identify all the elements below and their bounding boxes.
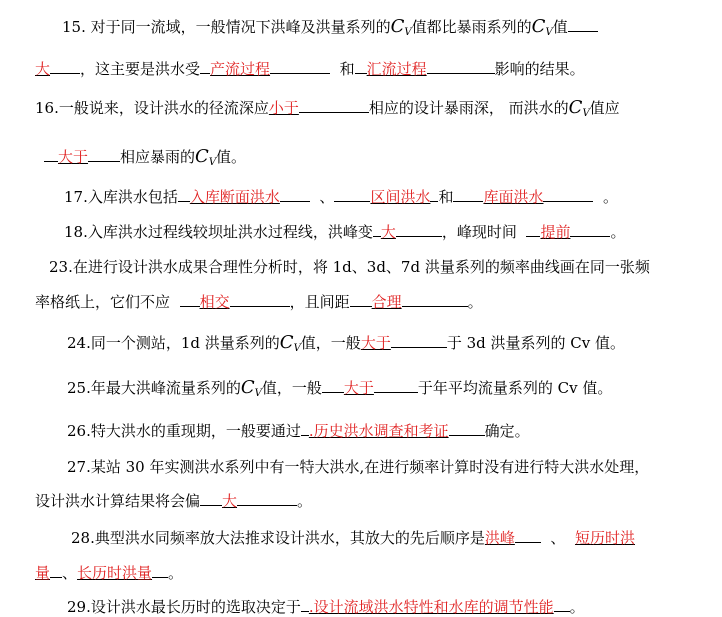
answer-q28-3: 长历时洪量 xyxy=(77,564,153,582)
q23-line-1 xyxy=(49,257,650,277)
answer-q29-1: .设计流域洪水特性和水库的调节性能 xyxy=(308,598,554,616)
blank xyxy=(301,596,309,612)
q16-text-c: 值应 xyxy=(589,99,620,117)
q16-text-d: 相应暴雨的 xyxy=(120,148,196,166)
answer-q28-1: 洪峰 xyxy=(484,529,515,547)
answer-q17-1: 入库断面洪水 xyxy=(189,188,280,206)
cv-symbol: $C_V$ xyxy=(531,16,553,38)
blank xyxy=(44,146,58,162)
blank xyxy=(322,377,344,393)
q15-line-2 xyxy=(35,58,585,79)
q15-text-d: ，这主要是洪水受 xyxy=(80,60,201,78)
q28-text-a: 28.典型洪水同频率放大法推求设计洪水，其放大的先后顺序是 xyxy=(71,529,485,547)
q27-text-b: 设计洪水计算结果将会偏 xyxy=(35,492,201,510)
q18-text-a: 18.入库洪水过程线较坝址洪水过程线，洪峰变 xyxy=(64,223,373,241)
answer-q26-1: .历史洪水调查和考证 xyxy=(308,422,449,440)
q27-text-c: 。 xyxy=(297,492,313,510)
q27-text-a: 27.某站 30 年实测洪水系列中有一特大洪水,在进行频率计算时没有进行特大洪水处理， xyxy=(67,458,650,476)
q23-text-c: ，且间距 xyxy=(289,293,350,311)
blank xyxy=(270,58,330,74)
answer-q17-3: 库面洪水 xyxy=(483,188,544,206)
blank xyxy=(515,527,541,543)
blank xyxy=(152,562,168,578)
answer-q15-3: 汇流过程 xyxy=(366,60,427,78)
answer-q28-2b: 量 xyxy=(35,564,51,582)
answer-q27-1: 大 xyxy=(222,492,238,510)
blank xyxy=(396,221,442,237)
blank xyxy=(299,97,369,113)
blank xyxy=(301,420,309,436)
blank xyxy=(355,58,367,74)
q27-line-2 xyxy=(35,490,312,511)
blank xyxy=(88,146,120,162)
q17-text-a: 17.入库洪水包括 xyxy=(64,188,178,206)
q23-text-a: 23.在进行设计洪水成果合理性分析时，将 1d、3d、7d 洪量系列的频率曲线画在同一张频 xyxy=(49,258,650,276)
q17-text-b: 、 xyxy=(319,188,335,206)
q23-line-2 xyxy=(35,291,483,312)
answer-q16-1: 小于 xyxy=(268,99,299,117)
cv-symbol: $C_V$ xyxy=(568,97,590,119)
blank xyxy=(334,186,370,202)
blank xyxy=(200,58,210,74)
q23-text-b: 率格纸上，它们不应 xyxy=(35,293,171,311)
q29-text-a: 29.设计洪水最长历时的选取决定于 xyxy=(67,598,301,616)
blank xyxy=(526,221,540,237)
blank xyxy=(543,186,593,202)
q28-text-c: 、 xyxy=(62,564,78,582)
q24-text-a: 24.同一个测站，1d 洪量系列的 xyxy=(67,334,280,352)
answer-q25-1: 大于 xyxy=(343,379,374,397)
answer-q23-2: 合理 xyxy=(371,293,402,311)
answer-q18-2: 提前 xyxy=(540,223,571,241)
q28-line-1 xyxy=(71,527,635,548)
q25-text-c: 于年平均流量系列的 Cv 值。 xyxy=(417,379,613,397)
q16-text-b: 相应的设计暴雨深， 而洪水的 xyxy=(368,99,569,117)
cv-symbol: $C_V$ xyxy=(279,332,301,354)
answer-q23-1: 相交 xyxy=(199,293,230,311)
q16-text-a: 16.一般说来，设计洪水的径流深应 xyxy=(35,99,269,117)
q27-line-1 xyxy=(67,457,649,477)
blank xyxy=(449,420,485,436)
q15-text-a: 15. 对于同一流域，一般情况下洪峰及洪量系列的 xyxy=(62,18,391,36)
blank xyxy=(180,291,200,307)
answer-q16-2: 大于 xyxy=(58,148,89,166)
blank xyxy=(554,596,570,612)
q17-text-c: 和 xyxy=(438,188,454,206)
blank xyxy=(237,490,297,506)
q15-text-e: 和 xyxy=(339,60,355,78)
cv-symbol: $C_V$ xyxy=(195,146,217,168)
q26-text-a: 26.特大洪水的重现期，一般要通过 xyxy=(67,422,301,440)
q29-text-b: 。 xyxy=(569,598,585,616)
q18-text-b: ，峰现时间 xyxy=(441,223,517,241)
cv-symbol: $C_V$ xyxy=(390,16,412,38)
q26-line xyxy=(67,420,530,441)
q18-line xyxy=(64,221,625,242)
answer-q15-1: 大 xyxy=(35,60,51,78)
blank xyxy=(453,186,483,202)
q28-text-d: 。 xyxy=(168,564,184,582)
q16-text-e: 值。 xyxy=(216,148,247,166)
blank xyxy=(280,186,310,202)
blank xyxy=(568,16,598,32)
q16-line-1 xyxy=(35,97,620,124)
blank xyxy=(200,490,222,506)
answer-q15-2: 产流过程 xyxy=(210,60,271,78)
q28-line-2 xyxy=(35,562,183,583)
q25-text-a: 25.年最大洪峰流量系列的 xyxy=(67,379,241,397)
q24-line xyxy=(67,332,625,359)
answer-q17-2: 区间洪水 xyxy=(370,188,431,206)
q17-text-d: 。 xyxy=(603,188,619,206)
q17-line xyxy=(64,186,618,207)
q15-line-1 xyxy=(62,16,598,43)
q15-text-b: 值都比暴雨系列的 xyxy=(411,18,532,36)
blank xyxy=(391,332,447,348)
q24-text-c: 于 3d 洪量系列的 Cv 值。 xyxy=(446,334,625,352)
blank xyxy=(350,291,372,307)
q15-text-c: 值 xyxy=(552,18,568,36)
answer-q24-1: 大于 xyxy=(360,334,391,352)
q29-line xyxy=(67,596,585,617)
blank xyxy=(178,186,190,202)
q26-text-b: 确定。 xyxy=(484,422,530,440)
blank xyxy=(402,291,468,307)
blank xyxy=(427,58,495,74)
q28-text-b: 、 xyxy=(550,529,566,547)
q18-text-c: 。 xyxy=(610,223,626,241)
blank xyxy=(50,562,62,578)
answer-q18-1: 大 xyxy=(380,223,396,241)
blank xyxy=(570,221,610,237)
blank xyxy=(50,58,80,74)
answer-q28-2a: 短历时洪 xyxy=(574,529,635,547)
blank xyxy=(374,377,418,393)
q24-text-b: 值，一般 xyxy=(300,334,361,352)
blank xyxy=(230,291,290,307)
q16-line-2 xyxy=(44,146,246,173)
q23-text-d: 。 xyxy=(467,293,483,311)
q15-text-f: 影响的结果。 xyxy=(494,60,585,78)
q25-line xyxy=(67,377,612,404)
blank xyxy=(373,221,381,237)
q25-text-b: 值，一般 xyxy=(261,379,322,397)
cv-symbol: $C_V$ xyxy=(240,377,262,399)
